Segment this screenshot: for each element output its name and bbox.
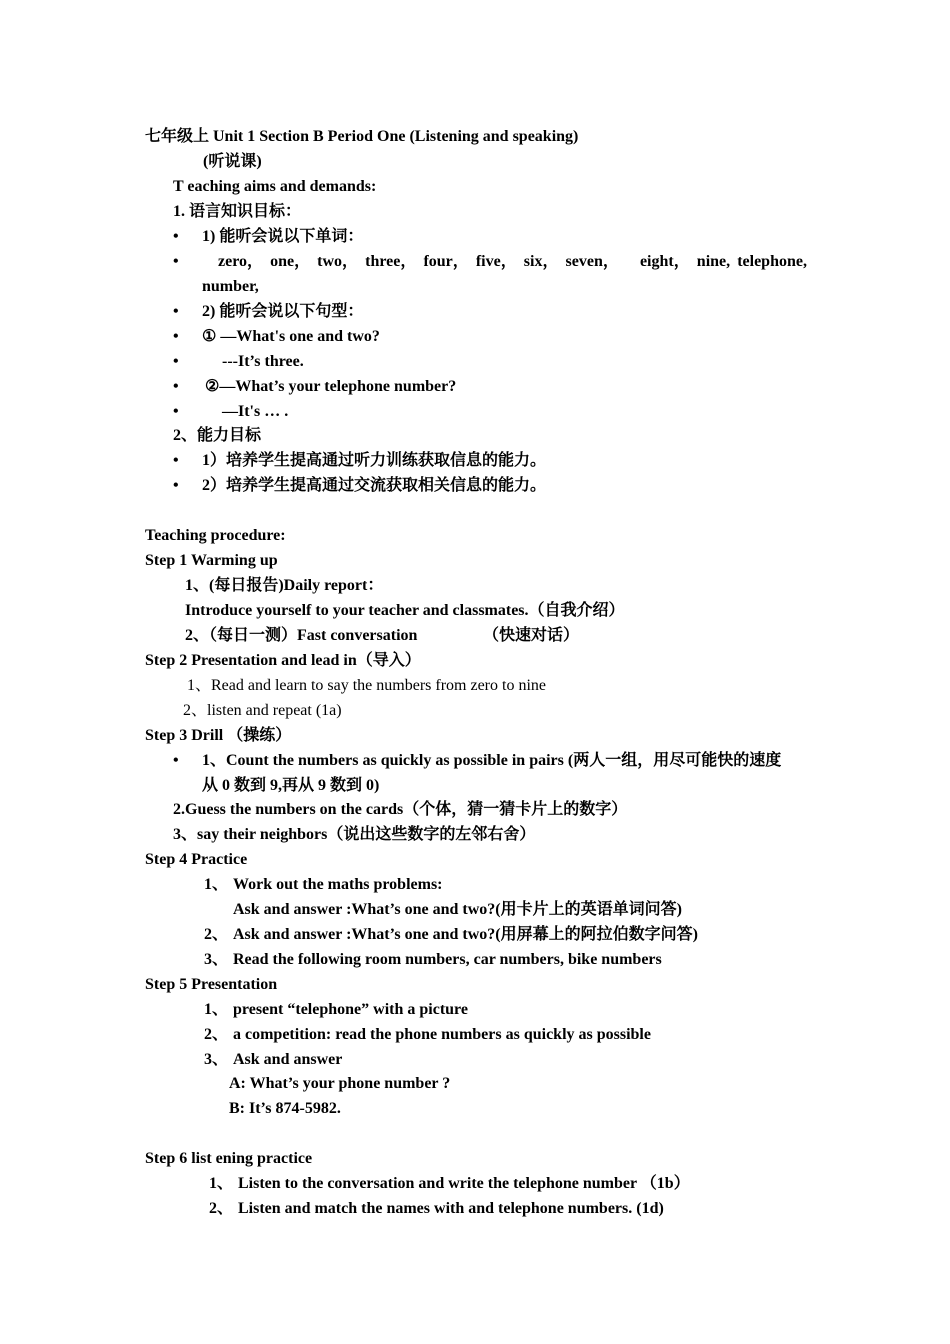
vocab-word-list bbox=[202, 252, 807, 272]
ability-item-1: 1）培养学生提高通过听力训练获取信息的能力。 bbox=[202, 452, 547, 469]
vocab-word: eight， bbox=[639, 253, 690, 270]
dialogue-line-b: B: It’s 874-5982. bbox=[229, 1100, 341, 1117]
aims-heading: T eaching aims and demands: bbox=[173, 178, 377, 195]
step1-line-2: Introduce yourself to your teacher and classmates.（自我介绍） bbox=[185, 602, 625, 619]
ability-item-2: 2）培养学生提高通过交流获取相关信息的能力。 bbox=[202, 477, 547, 494]
sentence-intro: 2) 能听会说以下句型： bbox=[202, 303, 364, 320]
vocab-word: seven， bbox=[565, 253, 619, 270]
step4-item-1-detail: Ask and answer :What’s one and two?(用卡片上的英语单词问答) bbox=[233, 901, 682, 918]
document-subtitle: (听说课) bbox=[203, 153, 262, 170]
sentence-2-answer: —It's … . bbox=[222, 403, 289, 420]
bullet: • bbox=[173, 353, 179, 370]
bullet: • bbox=[173, 328, 179, 345]
vocab-word: two， bbox=[317, 253, 359, 270]
step3-line-2: 2.Guess the numbers on the cards（个体，猜一猜卡片上的数字） bbox=[173, 801, 628, 818]
step3-line-1-continued: 从 0 数到 9,再从 9 数到 0) bbox=[202, 777, 380, 794]
step4-item-1: Work out the maths problems: bbox=[233, 876, 443, 893]
procedure-heading: Teaching procedure: bbox=[145, 527, 286, 544]
dialogue-line-a: A: What’s your phone number ? bbox=[229, 1075, 451, 1092]
step5-item-number: 1、 bbox=[204, 1001, 229, 1018]
step3-line-1: 1、Count the numbers as quickly as possible in pairs (两人一组，用尽可能快的速度 bbox=[202, 752, 782, 769]
step2-line-1: 1、Read and learn to say the numbers from zero to nine bbox=[187, 677, 547, 694]
vocab-word: nine, bbox=[696, 253, 731, 270]
sentence-1-question: ① —What's one and two? bbox=[202, 328, 380, 345]
step1-line-1: 1、(每日报告)Daily report： bbox=[185, 577, 384, 594]
bullet: • bbox=[173, 452, 179, 469]
vocab-word: telephone, bbox=[737, 253, 807, 270]
step6-item-number: 2、 bbox=[209, 1200, 234, 1217]
step4-item-number: 3、 bbox=[204, 951, 229, 968]
bullet: • bbox=[173, 253, 179, 270]
bullet: • bbox=[173, 477, 179, 494]
step5-item-number: 2、 bbox=[204, 1026, 229, 1043]
step4-title: Step 4 Practice bbox=[145, 851, 248, 868]
step4-item-number: 2、 bbox=[204, 926, 229, 943]
vocab-word: zero， bbox=[218, 253, 264, 270]
step5-item-1: present “telephone” with a picture bbox=[233, 1001, 468, 1018]
step4-item-3: Read the following room numbers, car numbers, bike numbers bbox=[233, 951, 662, 968]
step5-item-2: a competition: read the phone numbers as quickly as possible bbox=[233, 1026, 651, 1043]
bullet: • bbox=[173, 228, 179, 245]
step1-title: Step 1 Warming up bbox=[145, 552, 278, 569]
vocab-word: five， bbox=[475, 253, 517, 270]
step5-item-3: Ask and answer bbox=[233, 1051, 343, 1068]
step1-line-3-note: （快速对话） bbox=[483, 627, 580, 644]
bullet: • bbox=[173, 403, 179, 420]
bullet: • bbox=[173, 378, 179, 395]
document-title: 七年级上 Unit 1 Section B Period One (Listening and speaking) bbox=[145, 128, 579, 145]
step5-item-number: 3、 bbox=[204, 1051, 229, 1068]
bullet: • bbox=[173, 752, 179, 769]
sentence-1-answer: ---It’s three. bbox=[222, 353, 304, 370]
vocab-word: four， bbox=[423, 253, 469, 270]
step6-item-1: Listen to the conversation and write the telephone number （1b） bbox=[238, 1175, 690, 1192]
knowledge-heading: 1. 语言知识目标： bbox=[173, 203, 302, 220]
sentence-2-question: ②—What’s your telephone number? bbox=[205, 378, 457, 395]
step4-item-number: 1、 bbox=[204, 876, 229, 893]
vocab-word: one， bbox=[270, 253, 311, 270]
step1-line-3: 2、（每日一测）Fast conversation bbox=[185, 627, 418, 644]
vocab-word: three， bbox=[365, 253, 417, 270]
step2-line-2: 2、listen and repeat (1a) bbox=[183, 702, 342, 719]
step6-item-number: 1、 bbox=[209, 1175, 234, 1192]
bullet: • bbox=[173, 303, 179, 320]
ability-heading: 2、能力目标 bbox=[173, 427, 262, 444]
step4-item-2: Ask and answer :What’s one and two?(用屏幕上的阿拉伯数字问答) bbox=[233, 926, 698, 943]
vocab-word-continued: number, bbox=[202, 278, 259, 295]
vocab-intro: 1) 能听会说以下单词： bbox=[202, 228, 364, 245]
step5-title: Step 5 Presentation bbox=[145, 976, 278, 993]
step6-item-2: Listen and match the names with and telephone numbers. (1d) bbox=[238, 1200, 664, 1217]
step6-title: Step 6 list ening practice bbox=[145, 1150, 313, 1167]
step3-line-3: 3、say their neighbors（说出这些数字的左邻右舍） bbox=[173, 826, 536, 843]
vocab-word: six， bbox=[523, 253, 559, 270]
step3-title: Step 3 Drill （操练） bbox=[145, 727, 292, 744]
step2-title: Step 2 Presentation and lead in（导入） bbox=[145, 652, 421, 669]
